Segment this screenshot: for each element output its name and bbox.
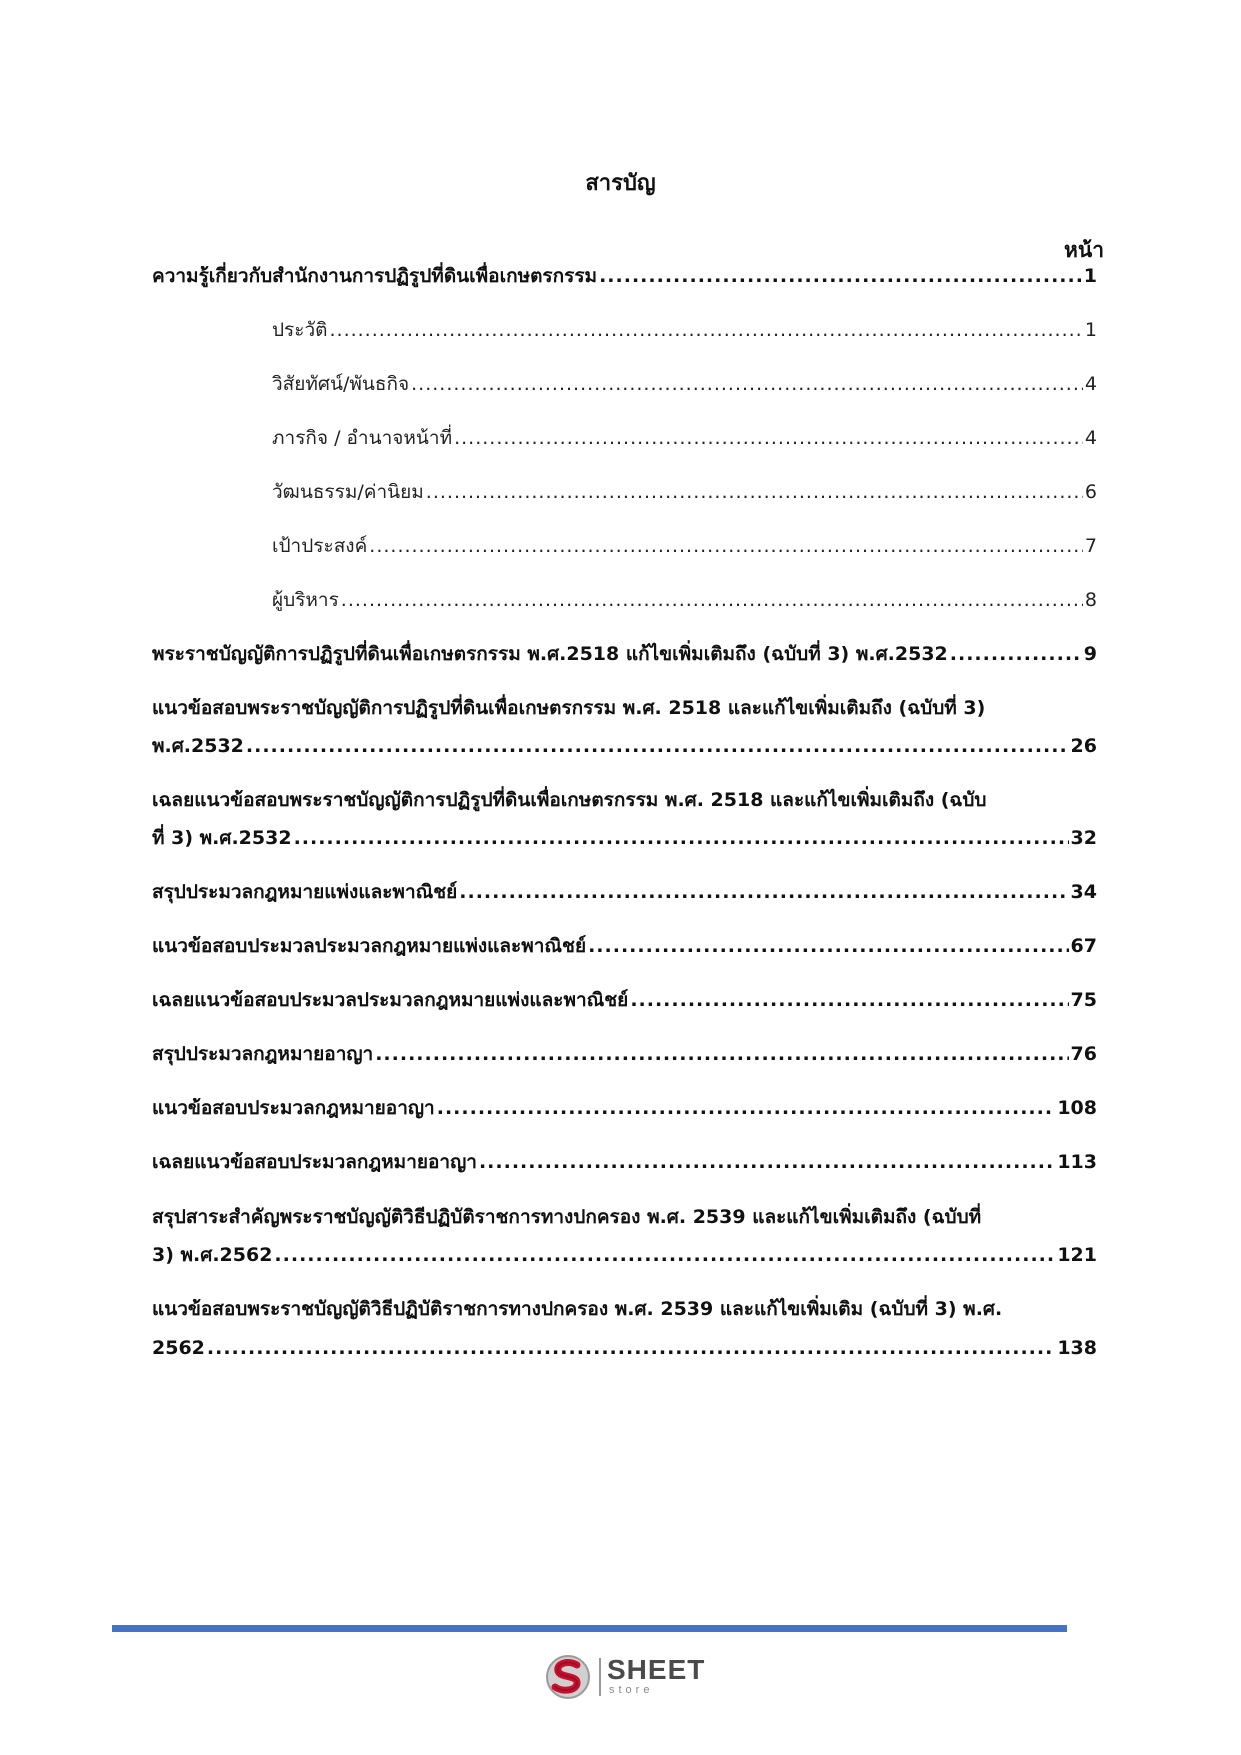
toc-leader — [274, 1241, 1055, 1269]
toc-entry-page: 76 — [1070, 1043, 1097, 1065]
toc-entry-page: 8 — [1084, 589, 1097, 611]
toc-entry[interactable] — [152, 1334, 1097, 1362]
toc-leader — [369, 532, 1083, 560]
toc-entry[interactable] — [152, 824, 1097, 852]
toc-entry-label: สรุปประมวลกฎหมายแพ่งและพาณิชย์ — [152, 881, 458, 903]
toc-leader — [411, 370, 1083, 398]
toc-leader — [479, 1148, 1055, 1176]
toc-entry-page: 26 — [1070, 735, 1097, 757]
toc-entry-page: 121 — [1057, 1244, 1097, 1266]
toc-leader — [329, 316, 1082, 344]
toc-entry-label-line2: พ.ศ.2532 — [152, 735, 244, 757]
logo-wordmark: SHEET — [607, 1654, 706, 1685]
toc-entry-label: เป้าประสงค์ — [272, 535, 368, 557]
toc-entry-page: 4 — [1084, 427, 1097, 449]
toc-subentry[interactable] — [272, 316, 1097, 344]
toc-leader — [294, 824, 1069, 852]
page-title: สารบัญ — [585, 171, 656, 196]
toc-entry-page: 138 — [1057, 1337, 1097, 1359]
toc-entry[interactable] — [152, 1241, 1097, 1269]
toc-leader — [426, 478, 1083, 506]
footer-divider — [112, 1625, 1067, 1632]
toc-entry[interactable] — [152, 932, 1097, 960]
toc-subentry[interactable] — [272, 424, 1097, 452]
toc-leader — [437, 1094, 1056, 1122]
toc-leader — [599, 262, 1082, 290]
toc-entry-label: เฉลยแนวข้อสอบประมวลประมวลกฎหมายแพ่งและพาณิชย์ — [152, 989, 629, 1011]
toc-entry-label-line2: 3) พ.ศ.2562 — [152, 1244, 273, 1266]
page-column-heading: หน้า — [1064, 238, 1104, 262]
toc-leader — [454, 424, 1083, 452]
toc-entry[interactable] — [152, 1040, 1097, 1068]
toc-leader — [207, 1334, 1055, 1362]
sheet-store-logo — [543, 1652, 713, 1702]
toc-entry-label: สรุปประมวลกฎหมายอาญา — [152, 1043, 374, 1065]
toc-subentry[interactable] — [272, 532, 1097, 560]
toc-entry-label: แนวข้อสอบประมวลประมวลกฎหมายแพ่งและพาณิชย์ — [152, 935, 587, 957]
toc-entry-page: 113 — [1057, 1151, 1097, 1173]
toc-entry[interactable] — [152, 262, 1097, 290]
sheet-store-logo-icon — [543, 1652, 593, 1702]
toc-entry-page: 9 — [1083, 643, 1097, 665]
toc-entry-label: วัฒนธรรม/ค่านิยม — [272, 481, 424, 503]
toc-entry-label: ภารกิจ / อำนาจหน้าที่ — [272, 427, 453, 449]
toc-entry-label: เฉลยแนวข้อสอบประมวลกฎหมายอาญา — [152, 1151, 477, 1173]
toc-entry-page: 4 — [1084, 373, 1097, 395]
toc-entry[interactable] — [152, 986, 1097, 1014]
toc-leader — [459, 878, 1068, 906]
toc-entry-label-line1[interactable]: แนวข้อสอบพระราชบัญญัติการปฏิรูปที่ดินเพื่อเกษตรกรรม พ.ศ. 2518 และแก้ไขเพิ่มเติมถึง (ฉบับที่ 3) — [152, 697, 986, 719]
toc-subentry[interactable] — [272, 370, 1097, 398]
toc-entry-label: แนวข้อสอบประมวลกฎหมายอาญา — [152, 1097, 435, 1119]
toc-leader — [630, 986, 1068, 1014]
toc-entry[interactable] — [152, 640, 1097, 668]
toc-entry-page: 1 — [1084, 319, 1097, 341]
toc-entry[interactable] — [152, 1148, 1097, 1176]
toc-entry[interactable] — [152, 732, 1097, 760]
toc-subentry[interactable] — [272, 478, 1097, 506]
toc-entry-page: 75 — [1070, 989, 1097, 1011]
toc-entry-label-line1[interactable]: สรุปสาระสำคัญพระราชบัญญัติวิธีปฏิบัติราชการทางปกครอง พ.ศ. 2539 และแก้ไขเพิ่มเติมถึง (ฉบับที่ — [152, 1206, 982, 1228]
toc-entry-page: 67 — [1070, 935, 1097, 957]
toc-entry-label-line1[interactable]: เฉลยแนวข้อสอบพระราชบัญญัติการปฏิรูปที่ดินเพื่อเกษตรกรรม พ.ศ. 2518 และแก้ไขเพิ่มเติมถึง (ฉบับ — [152, 789, 987, 811]
toc-leader — [588, 932, 1068, 960]
toc-entry-label: พระราชบัญญัติการปฏิรูปที่ดินเพื่อเกษตรกรรม พ.ศ.2518 แก้ไขเพิ่มเติมถึง (ฉบับที่ 3) พ.ศ.2532 — [152, 643, 948, 665]
toc-entry-label-line1[interactable]: แนวข้อสอบพระราชบัญญัติวิธีปฏิบัติราชการทางปกครอง พ.ศ. 2539 และแก้ไขเพิ่มเติม (ฉบับที่ 3) พ.ศ. — [152, 1298, 1003, 1320]
toc-leader — [950, 640, 1082, 668]
toc-entry-label-line2: ที่ 3) พ.ศ.2532 — [152, 827, 292, 849]
toc-leader — [375, 1040, 1068, 1068]
toc-entry-page: 7 — [1084, 535, 1097, 557]
toc-entry[interactable] — [152, 878, 1097, 906]
toc-entry-label: ประวัติ — [272, 319, 328, 341]
toc-entry-page: 1 — [1083, 265, 1097, 287]
logo-subtext: store — [609, 1684, 654, 1696]
toc-entry-page: 108 — [1057, 1097, 1097, 1119]
toc-entry-label: วิสัยทัศน์/พันธกิจ — [272, 373, 410, 395]
toc-entry-label: ความรู้เกี่ยวกับสำนักงานการปฏิรูปที่ดินเพื่อเกษตรกรรม — [152, 265, 598, 287]
toc-entry-label-line2: 2562 — [152, 1337, 205, 1359]
toc-entry-page: 34 — [1070, 881, 1097, 903]
logo-divider — [599, 1658, 601, 1696]
toc-entry-page: 32 — [1070, 827, 1097, 849]
toc-entry-label: ผู้บริหาร — [272, 589, 339, 611]
toc-subentry[interactable] — [272, 586, 1097, 614]
toc-leader — [246, 732, 1069, 760]
toc-leader — [341, 586, 1083, 614]
toc-entry-page: 6 — [1084, 481, 1097, 503]
toc-entry[interactable] — [152, 1094, 1097, 1122]
